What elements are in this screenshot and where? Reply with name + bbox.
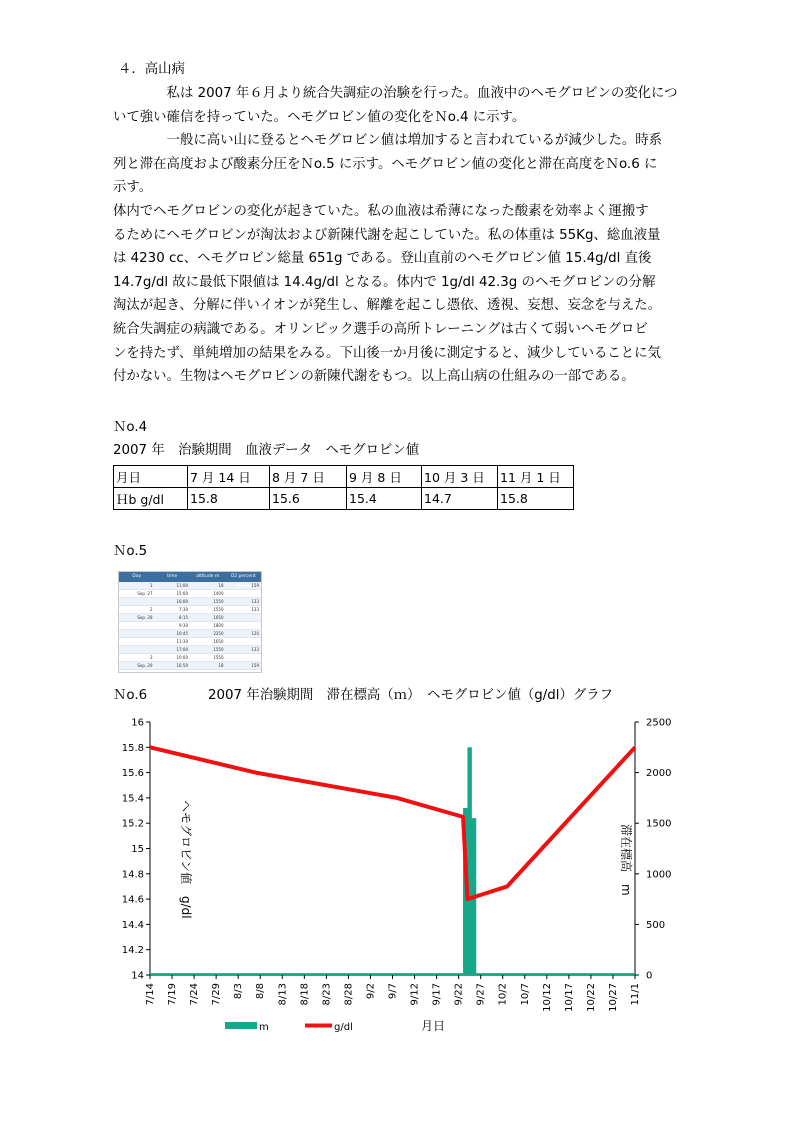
body-line: ンを持たず、単純増加の結果をみる。下山後一か月後に測定すると、減少していることに気 (113, 345, 661, 361)
left-tick-label: 14.6 (121, 894, 144, 906)
x-axis-label: 月日 (420, 1019, 446, 1033)
thumbnail-cell: 7:30 (179, 607, 188, 612)
table-header-row (114, 466, 574, 488)
x-tick-label: 8/28 (343, 983, 355, 1006)
body-line: は 4230 cc、ヘモグロビン総量 651g である。登山直前のヘモグロビン値 15.4g/dl 直後 (113, 251, 652, 267)
table-cell: 15.6 (270, 488, 347, 510)
x-tick-label: 10/7 (519, 983, 531, 1006)
left-tick-label: 14.8 (121, 869, 144, 881)
thumbnail-row (119, 590, 261, 598)
legend-gdl-label: g/dl (334, 1022, 353, 1033)
table-cell: 月日 (114, 466, 188, 488)
right-tick-label: 2000 (646, 768, 672, 780)
thumbnail-header-cell: time (167, 574, 178, 579)
left-tick-label: 15.2 (121, 818, 144, 830)
thumbnail-cell: 1650 (213, 615, 224, 620)
no4-caption: 2007 年 治験期間 血液データ ヘモグロビン値 (113, 443, 420, 458)
thumbnail-cell: 2 (149, 607, 153, 612)
thumbnail-row (119, 638, 261, 646)
thumbnail-cell: 17:00 (176, 647, 188, 652)
x-tick-label: 8/18 (299, 983, 311, 1006)
body-line: 一般に高い山に登るとヘモグロビン値は増加すると言われているが減少した。時系 (113, 133, 663, 149)
x-tick-label: 10/2 (497, 983, 509, 1006)
x-tick-label: 7/19 (167, 983, 179, 1006)
thumbnail-row (119, 622, 261, 630)
thumbnail-cell (226, 590, 262, 597)
thumbnail-cell: 10:00 (176, 655, 188, 660)
thumbnail-cell (119, 638, 155, 645)
table-cell: 7 月 14 日 (188, 466, 270, 488)
thumbnail-row (119, 606, 261, 614)
thumbnail-cell: 133 (251, 599, 259, 604)
right-tick-label: 2500 (646, 717, 672, 729)
thumbnail-cell: 1650 (213, 639, 224, 644)
right-tick-label: 1500 (646, 818, 672, 830)
x-tick-label: 7/14 (145, 983, 156, 1006)
thumbnail-cell: 15:00 (176, 591, 188, 596)
x-tick-label: 9/12 (409, 983, 421, 1006)
thumbnail-cell: 1800 (213, 623, 224, 628)
left-tick-label: 14.4 (121, 919, 144, 931)
left-tick-label: 15.8 (121, 742, 144, 754)
thumbnail-cell: 11:00 (176, 583, 188, 588)
right-tick-label: 1000 (646, 869, 672, 881)
body-line: 14.7g/dl 故に最低下限値は 14.4g/dl となる。体内で 1g/dl 42.3g のヘモグロビンの分解 (113, 274, 656, 290)
thumbnail-cell (119, 622, 155, 629)
body-line: 統合失調症の病識である。オリンピック選手の高所トレーニングは古くて弱いヘモグロビ (113, 321, 648, 337)
table-cell: 8 月 7 日 (270, 466, 347, 488)
thumbnail-cell: 3 (149, 655, 153, 660)
body-line: いて強い確信を持っていた。ヘモグロビン値の変化をＮo.4 に示す。 (113, 109, 526, 125)
x-tick-label: 7/24 (189, 983, 201, 1006)
no4-label: Ｎo.4 (113, 420, 148, 435)
thumbnail-row (119, 582, 261, 590)
thumbnail-cell (119, 646, 155, 653)
thumbnail-cell: 18 (218, 583, 224, 588)
right-axis-label: 滞在標高 m (619, 824, 633, 896)
thumbnail-cell (226, 638, 262, 645)
table-cell: 15.8 (498, 488, 574, 510)
right-tick-label: 0 (646, 970, 653, 982)
hemoglobin-line (150, 747, 635, 899)
left-tick-label: 14.2 (121, 945, 144, 957)
hemoglobin-altitude-chart (110, 712, 680, 1042)
table-cell: 11 月 1 日 (498, 466, 574, 488)
x-tick-label: 8/3 (233, 983, 245, 1000)
x-tick-label: 7/29 (211, 983, 223, 1006)
left-tick-label: 15 (131, 844, 144, 855)
right-tick-label: 500 (646, 919, 666, 931)
thumbnail-cell: 159 (251, 583, 259, 588)
thumbnail-cell: 1550 (213, 599, 224, 604)
thumbnail-cell: 9:30 (179, 623, 188, 628)
body-line: 体内でヘモグロビンの変化が起きていた。私の血液は希薄になった酸素を効率よく運搬す (113, 203, 649, 219)
x-tick-label: 8/8 (255, 983, 267, 1000)
x-tick-label: 9/7 (387, 983, 399, 1000)
thumbnail-cell: 1550 (213, 647, 224, 652)
left-tick-label: 15.4 (121, 793, 144, 805)
altitude-area (150, 747, 635, 975)
thumbnail-cell: 18 (218, 663, 224, 668)
thumbnail-cell: 10:45 (176, 631, 188, 636)
body-line: 付かない。生物はヘモグロビンの新陳代謝をもつ。以上高山病の仕組みの一部である。 (113, 369, 635, 385)
table-cell: 15.8 (188, 488, 270, 510)
thumbnail-cell: 120 (251, 631, 259, 636)
legend-m-swatch (225, 1022, 257, 1029)
thumbnail-cell: 1 (149, 583, 153, 588)
thumbnail-cell: 2250 (213, 631, 224, 636)
thumbnail-cell: 159 (251, 663, 259, 668)
thumbnail-header-cell: Day (132, 574, 142, 579)
table-cell: Ｈb g/dl (114, 488, 188, 510)
body-line: 淘汰が起き、分解に伴いイオンが発生し、解離を起こし憑依、透視、妄想、妄念を与えた。 (113, 298, 662, 314)
thumbnail-header-cell: O2 percent mmHg (230, 574, 256, 589)
thumbnail-cell: 1550 (213, 607, 224, 612)
x-tick-label: 11/1 (630, 983, 641, 1006)
x-tick-label: 10/27 (607, 983, 619, 1012)
x-tick-label: 8/23 (321, 983, 333, 1006)
x-tick-label: 10/12 (541, 983, 553, 1012)
table-cell: 14.7 (422, 488, 498, 510)
no5-label: Ｎo.5 (113, 544, 148, 559)
thumbnail-cell: 133 (251, 647, 259, 652)
left-tick-label: 14 (131, 970, 144, 982)
thumbnail-header-cell: altitude m (196, 574, 220, 579)
left-tick-label: 16 (131, 717, 144, 729)
thumbnail-cell: Sep. 27 (137, 591, 153, 596)
altitude-table-thumbnail (118, 571, 262, 673)
body-line: るためにヘモグロビンが淘汰および新陳代謝を起こしていた。私の体重は 55Kg、総血液量 (113, 227, 661, 243)
thumbnail-cell: 16:50 (176, 663, 188, 668)
thumbnail-cell: 1550 (213, 655, 224, 660)
thumbnail-cell (226, 622, 262, 629)
left-axis-label: ヘモグロビン値 g/dl (179, 800, 193, 919)
x-tick-label: 8/13 (277, 983, 289, 1006)
thumbnail-cell: 133 (251, 607, 259, 612)
thumbnail-cell (119, 630, 155, 637)
hemoglobin-table (113, 465, 574, 510)
thumbnail-cell: 11:30 (176, 639, 188, 644)
thumbnail-cell: 1400 (213, 591, 224, 596)
thumbnail-row (119, 654, 261, 662)
legend-m-label: m (259, 1022, 269, 1033)
no6-title: 2007 年治験期間 滞在標高（ｍ） ヘモグロビン値（g/dl）グラフ (208, 688, 614, 703)
x-tick-label: 10/22 (585, 983, 597, 1012)
thumbnail-row (119, 598, 261, 606)
thumbnail-cell (119, 598, 155, 605)
thumbnail-cell: 16:00 (176, 599, 188, 604)
table-cell: 15.4 (347, 488, 422, 510)
section-heading: ４．高山病 (118, 62, 185, 77)
x-tick-label: 9/22 (453, 983, 465, 1006)
body-paragraph (113, 82, 686, 389)
no6-label: Ｎo.6 (113, 688, 148, 703)
thumbnail-row (119, 614, 261, 622)
table-cell: 10 月 3 日 (422, 466, 498, 488)
thumbnail-cell (226, 614, 262, 621)
table-cell: 9 月 8 日 (347, 466, 422, 488)
x-tick-label: 9/17 (431, 983, 443, 1006)
thumbnail-row (119, 662, 261, 670)
thumbnail-cell: Sep. 29 (137, 663, 153, 668)
table-row (114, 488, 574, 510)
x-tick-label: 10/17 (563, 983, 575, 1012)
x-tick-label: 9/2 (365, 983, 377, 1000)
x-tick-label: 9/27 (475, 983, 487, 1006)
thumbnail-cell (226, 654, 262, 661)
thumbnail-row (119, 630, 261, 638)
thumbnail-cell: 8:15 (179, 615, 188, 620)
body-line: 示す。 (113, 180, 153, 196)
thumbnail-row (119, 646, 261, 654)
body-line: 私は 2007 年６月より統合失調症の治験を行った。血液中のヘモグロビンの変化につ (113, 86, 678, 101)
body-line: 列と滞在高度および酸素分圧をＮo.5 に示す。ヘモグロビン値の変化と滞在高度をＮo.6 に (113, 156, 658, 172)
left-tick-label: 15.6 (121, 768, 144, 780)
thumbnail-cell: Sep. 28 (137, 615, 153, 620)
